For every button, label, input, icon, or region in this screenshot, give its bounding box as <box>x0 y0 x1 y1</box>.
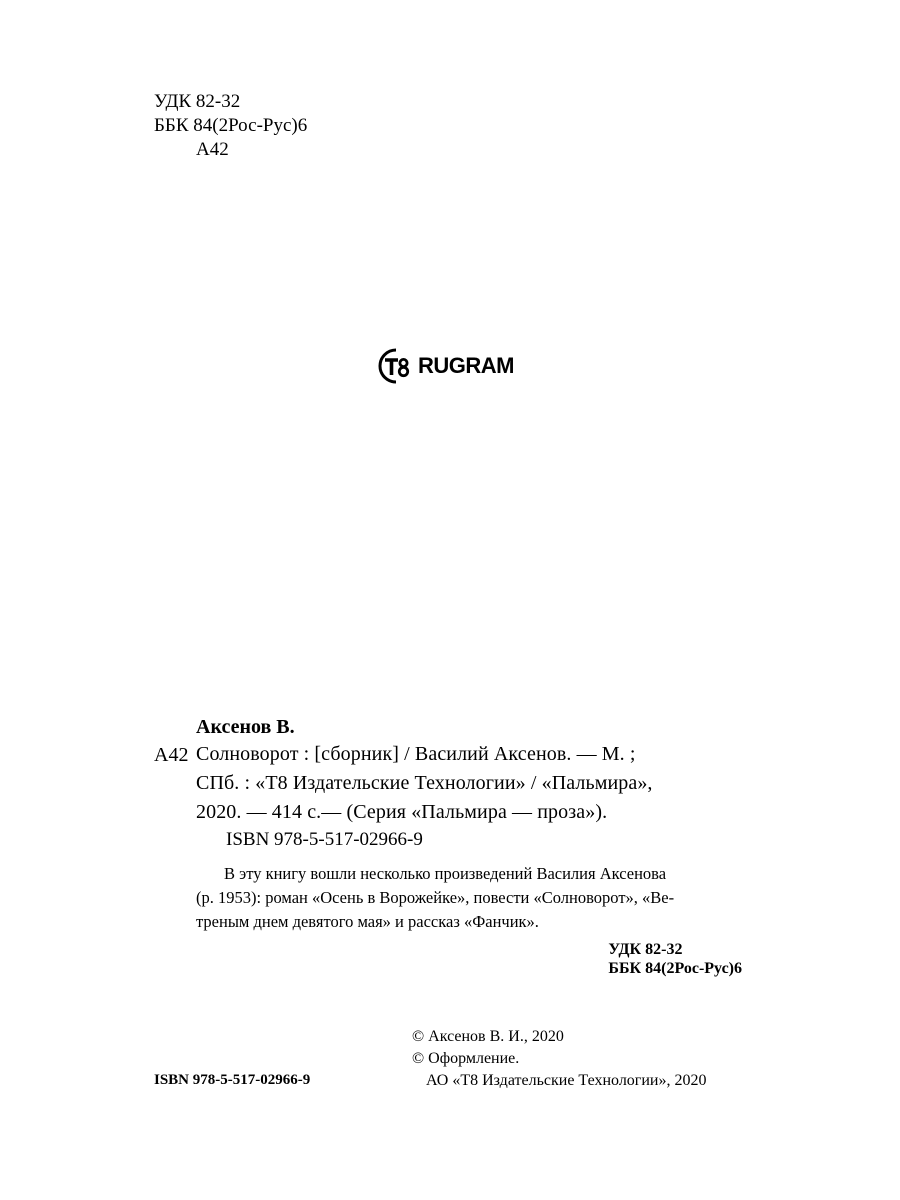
footer-isbn: ISBN 978-5-517-02966-9 <box>154 1072 311 1088</box>
logo-text: RUGRAM <box>418 353 514 378</box>
annotation-line: (р. 1953): роман «Осень в Ворожейке», повести «Солноворот», «Ве- <box>196 888 675 907</box>
record-author: Аксенов В. <box>196 716 295 738</box>
copyright-line: АО «Т8 Издательские Технологии», 2020 <box>426 1072 707 1089</box>
copyright-block <box>412 1026 707 1092</box>
annotation-line: В эту книгу вошли несколько произведений Василия Аксенова <box>224 864 667 883</box>
record-description <box>196 740 751 827</box>
copyright-line: © Оформление. <box>412 1050 520 1067</box>
record-isbn: ISBN 978-5-517-02966-9 <box>226 829 423 850</box>
t8-circle-mark-icon <box>376 346 416 386</box>
footer-classification <box>608 940 742 978</box>
record-index: А42 <box>154 744 189 766</box>
footer-udk: УДК 82-32 <box>608 941 683 958</box>
footer-bbk: ББК 84(2Рос-Рус)6 <box>608 960 742 977</box>
description-line: СПб. : «Т8 Издательские Технологии» / «Пальмира», <box>196 772 653 794</box>
header-index: А42 <box>196 139 229 160</box>
header-classification <box>154 90 307 162</box>
annotation-line: треным днем девятого мая» и рассказ «Фанчик». <box>196 912 539 931</box>
publisher-logo <box>376 346 514 386</box>
header-bbk: ББК 84(2Рос-Рус)6 <box>154 115 308 136</box>
copyright-line: © Аксенов В. И., 2020 <box>412 1028 564 1045</box>
description-line: 2020. — 414 с.— (Серия «Пальмира — проза»). <box>196 801 608 823</box>
description-line: Солноворот : [сборник] / Василий Аксенов. — М. ; <box>196 743 636 765</box>
header-udk: УДК 82-32 <box>154 91 241 112</box>
record-annotation <box>196 862 751 934</box>
